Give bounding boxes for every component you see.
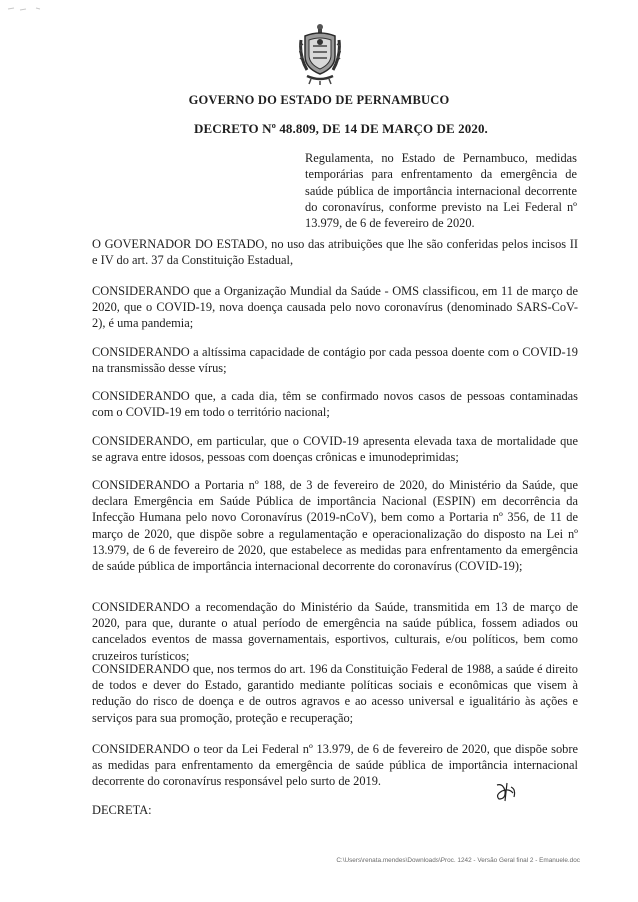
scan-artifact-mark bbox=[6, 6, 46, 12]
preamble-paragraph: O GOVERNADOR DO ESTADO, no uso das atribuições que lhe são conferidas pelos incisos II e IV do art. 37 da Constituição Estadual, bbox=[92, 237, 578, 268]
considering-paragraph: CONSIDERANDO a Portaria nº 188, de 3 de fevereiro de 2020, do Ministério da Saúde, que declara Emergência em Saúde Pública de importância Nacional (ESPIN) em decorrência da Infecção Humana pelo novo Coronavírus (2019-nCoV), bem como a Portaria nº 356, de 11 de março de 2020, que dispõe sobre a regulamentação e operacionalização do disposto na Lei nº 13.979, de 6 de fevereiro de 2020, que estabelece as medidas para enfrentamento da emergência de saúde pública de importância internacional decorrente do coronavírus (COVID-19); bbox=[92, 478, 578, 574]
considering-paragraph: CONSIDERANDO que a Organização Mundial da Saúde - OMS classificou, em 11 de março de 2020, que o COVID-19, nova doença causada pelo novo coronavírus (denominado SARS-CoV-2), é uma pandemia; bbox=[92, 284, 578, 331]
decreta-heading: DECRETA: bbox=[92, 803, 152, 817]
considering-paragraph: CONSIDERANDO o teor da Lei Federal nº 13.979, de 6 de fevereiro de 2020, que dispõe sobre as medidas para enfrentamento da emergência de saúde pública de importância internacional decorrente do coronavírus responsável pelo surto de 2019. bbox=[92, 742, 578, 789]
considering-paragraph: CONSIDERANDO, em particular, que o COVID-19 apresenta elevada taxa de mortalidade que se agrava entre idosos, pessoas com doenças crônicas e imunodeprimidas; bbox=[92, 434, 578, 465]
considering-paragraph: CONSIDERANDO a altíssima capacidade de contágio por cada pessoa doente com o COVID-19 na transmissão desse vírus; bbox=[92, 345, 578, 376]
decree-title: DECRETO Nº 48.809, DE 14 DE MARÇO DE 2020. bbox=[194, 121, 488, 136]
decree-summary: Regulamenta, no Estado de Pernambuco, medidas temporárias para enfrentamento da emergência de saúde pública de importância internacional decorrente do coronavírus, conforme previsto na Lei Federal nº 13.979, de 6 de fevereiro de 2020. bbox=[305, 151, 577, 231]
considering-paragraph: CONSIDERANDO que, a cada dia, têm se confirmado novos casos de pessoas contaminadas com o COVID-19 em todo o território nacional; bbox=[92, 389, 578, 420]
file-path-footer: C:\Users\renata.mendes\Downloads\Proc. 1242 - Versão Geral final 2 - Emanuele.doc bbox=[336, 857, 580, 864]
government-title: GOVERNO DO ESTADO DE PERNAMBUCO bbox=[188, 93, 450, 107]
initials-signature-icon bbox=[493, 779, 519, 805]
considering-paragraph: CONSIDERANDO a recomendação do Ministério da Saúde, transmitida em 13 de março de 2020, para que, durante o atual período de emergência na saúde pública, fossem adiados ou cancelados eventos de massa governamentais, esportivos, culturais, e/ou políticos, bem como cruzeiros turísticos; bbox=[92, 600, 578, 663]
pernambuco-coat-of-arms-icon bbox=[299, 22, 341, 86]
considering-paragraph: CONSIDERANDO que, nos termos do art. 196 da Constituição Federal de 1988, a saúde é direito de todos e dever do Estado, garantido mediante políticas sociais e econômicas que visem à redução do risco de doença e de outros agravos e ao acesso universal e igualitário às ações e serviços para sua promoção, proteção e recuperação; bbox=[92, 662, 578, 725]
